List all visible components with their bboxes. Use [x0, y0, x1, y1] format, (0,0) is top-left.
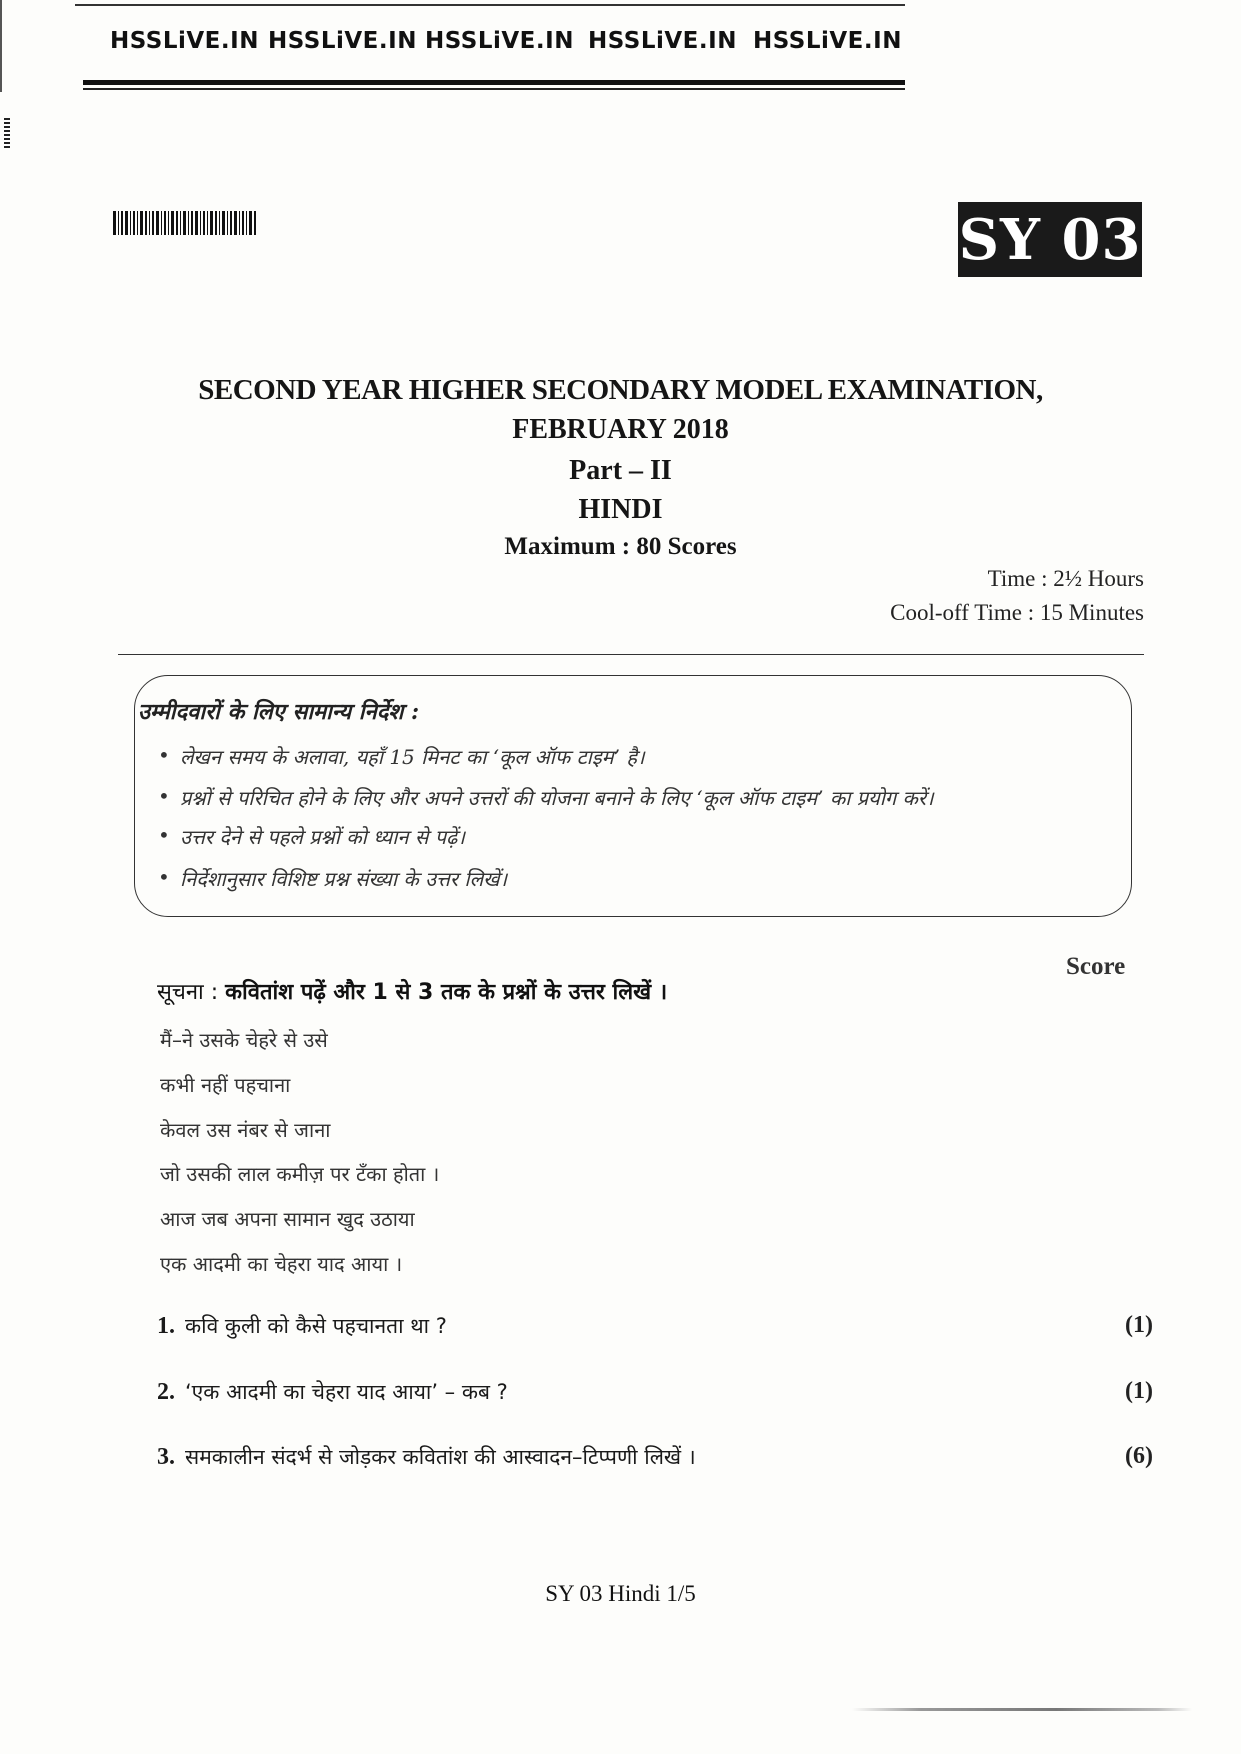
notice-label: सूचना :: [157, 980, 219, 1005]
banner-top-line: [75, 4, 905, 6]
poem-line: एक आदमी का चेहरा याद आया ।: [160, 1252, 403, 1276]
question-number: 1.: [157, 1313, 175, 1339]
watermark-banner: [75, 14, 905, 64]
instruction-item: • उत्तर देने से पहले प्रश्नों को ध्यान से पढ़ें।: [180, 823, 465, 850]
max-scores: Maximum : 80 Scores: [504, 533, 737, 560]
banner-item: HSSLiVE.IN: [425, 28, 574, 54]
divider: [118, 654, 1144, 655]
question-number: 3.: [157, 1444, 175, 1470]
cool-off-time: Cool-off Time : 15 Minutes: [890, 600, 1144, 625]
time-allowed: Time : 2½ Hours: [987, 566, 1144, 591]
notice-text: कवितांश पढ़ें और 1 से 3 तक के प्रश्नों के उत्तर लिखें ।: [225, 980, 668, 1005]
barcode: [113, 211, 256, 235]
scan-mark: [4, 118, 10, 148]
scan-edge-line: [0, 0, 2, 92]
notice: [157, 976, 667, 1006]
banner-rule: [83, 80, 905, 85]
question-score: (6): [1125, 1443, 1153, 1469]
exam-part: Part – II: [569, 455, 672, 486]
exam-subject: HINDI: [578, 494, 663, 525]
banner-item: HSSLiVE.IN: [268, 28, 417, 54]
paper-code-box: SY 03: [958, 202, 1142, 277]
banner-item: HSSLiVE.IN: [588, 28, 737, 54]
instructions-title: उम्मीदवारों के लिए सामान्य निर्देश :: [138, 699, 420, 725]
question-text: समकालीन संदर्भ से जोड़कर कवितांश की आस्वादन–टिप्पणी लिखें ।: [185, 1445, 696, 1469]
question: [157, 1378, 508, 1406]
exam-date: FEBRUARY 2018: [512, 414, 729, 445]
poem-line: आज जब अपना सामान खुद उठाया: [160, 1207, 415, 1231]
banner-item: HSSLiVE.IN: [753, 28, 902, 54]
instruction-item: • प्रश्नों से परिचित होने के लिए और अपने उत्तरों की योजना बनाने के लिए ‘कूल ऑफ टाइम’ का प्रयोग करें।: [180, 784, 934, 811]
page-footer: SY 03 Hindi 1/5: [545, 1581, 696, 1606]
question-score: (1): [1125, 1378, 1153, 1404]
banner-item: HSSLiVE.IN: [110, 28, 259, 54]
scan-smudge: [852, 1708, 1192, 1711]
poem-line: मैं–ने उसके चेहरे से उसे: [160, 1028, 328, 1052]
question-text: ‘एक आदमी का चेहरा याद आया’ – कब ?: [185, 1380, 508, 1404]
banner-rule: [83, 88, 905, 90]
question-text: कवि कुली को कैसे पहचानता था ?: [185, 1314, 447, 1338]
question-number: 2.: [157, 1379, 175, 1405]
instruction-item: • लेखन समय के अलावा, यहाँ 15 मिनट का ‘कूल ऑफ टाइम’ है।: [180, 743, 645, 770]
question: [157, 1443, 696, 1471]
poem-line: जो उसकी लाल कमीज़ पर टँका होता ।: [160, 1162, 440, 1186]
instruction-item: • निर्देशानुसार विशिष्ट प्रश्न संख्या के उत्तर लिखें।: [180, 865, 507, 892]
poem-line: कभी नहीं पहचाना: [160, 1073, 291, 1097]
exam-title: SECOND YEAR HIGHER SECONDARY MODEL EXAMINATION,: [198, 374, 1043, 406]
question-score: (1): [1125, 1312, 1153, 1338]
score-column-heading: Score: [1066, 953, 1126, 980]
poem-line: केवल उस नंबर से जाना: [160, 1118, 331, 1142]
question: [157, 1312, 447, 1340]
